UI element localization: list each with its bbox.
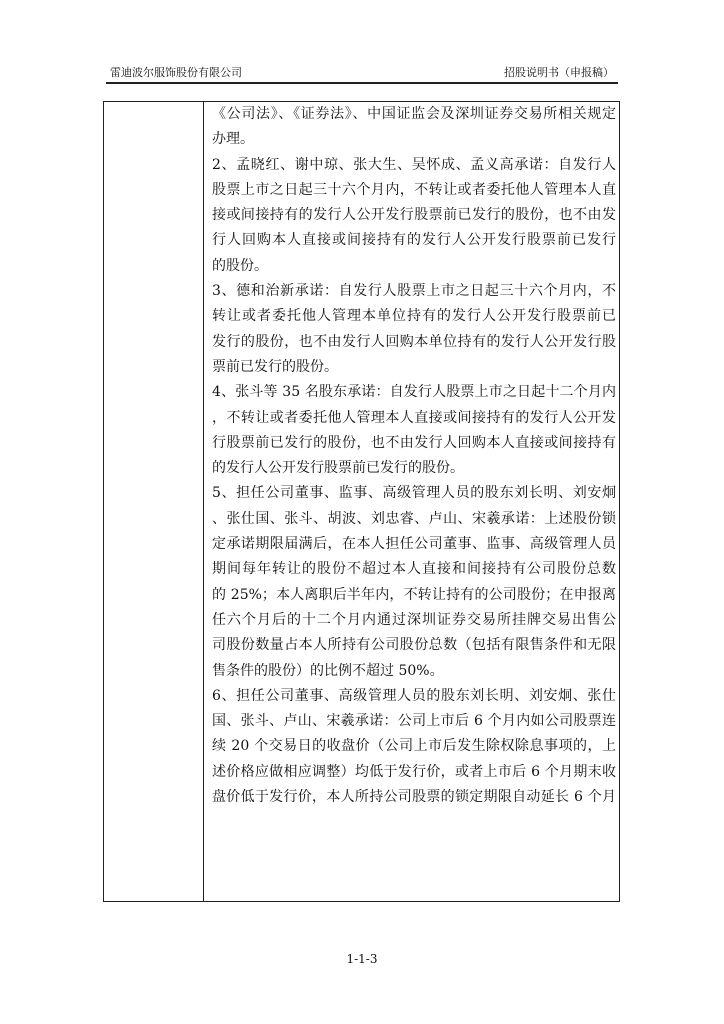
text-line: ，不转让或者委托他人管理本人直接或间接持有的发行人公开发 bbox=[212, 409, 616, 426]
text-line: 3、德和治新承诺：自发行人股票上市之日起三十六个月内，不 bbox=[212, 283, 616, 300]
text-line: 2、孟晓红、谢中琼、张大生、吴怀成、孟义高承诺：自发行人 bbox=[212, 156, 616, 173]
text-line: 发行的股份，也不由发行人回购本单位持有的发行人公开发行股 bbox=[212, 333, 616, 350]
text-line: 股票上市之日起三十六个月内，不转让或者委托他人管理本人直 bbox=[212, 181, 616, 198]
text-line: 行股票前已发行的股份，也不由发行人回购本人直接或间接持有 bbox=[212, 434, 616, 451]
header-rule bbox=[106, 82, 618, 84]
text-line: 票前已发行的股份。 bbox=[212, 358, 338, 375]
text-line: 《公司法》、《证券法》、中国证监会及深圳证券交易所相关规定 bbox=[212, 106, 616, 122]
text-line: 续 20 个交易日的收盘价（公司上市后发生除权除息事项的，上 bbox=[212, 738, 616, 755]
text-line: 司股份数量占本人所持有公司股份总数（包括有限售条件和无限 bbox=[212, 637, 616, 654]
table-content-cell bbox=[212, 102, 616, 810]
text-line: 国、张斗、卢山、宋羲承诺：公司上市后 6 个月内如公司股票连 bbox=[212, 713, 616, 730]
text-line: 5、担任公司董事、监事、高级管理人员的股东刘长明、刘安炯 bbox=[212, 485, 616, 502]
text-line: 任六个月后的十二个月内通过深圳证券交易所挂牌交易出售公 bbox=[212, 611, 616, 628]
document-title: 招股说明书（申报稿） bbox=[504, 66, 614, 79]
column-divider bbox=[203, 102, 204, 901]
text-line: 办理。 bbox=[212, 131, 254, 148]
text-line: 、张仕国、张斗、胡波、刘忠睿、卢山、宋羲承诺：上述股份锁 bbox=[212, 510, 616, 527]
text-line: 转让或者委托他人管理本单位持有的发行人公开发行股票前已 bbox=[212, 308, 616, 325]
page-header bbox=[106, 65, 618, 81]
text-line: 的股份。 bbox=[212, 257, 268, 274]
text-line: 述价格应做相应调整）均低于发行价，或者上市后 6 个月期末收 bbox=[212, 763, 616, 780]
text-line: 盘价低于发行价，本人所持公司股票的锁定期限自动延长 6 个月 bbox=[212, 789, 616, 806]
text-line: 期间每年转让的股份不超过本人直接和间接持有公司股份总数 bbox=[212, 561, 616, 578]
text-line: 定承诺期限届满后，在本人担任公司董事、监事、高级管理人员 bbox=[212, 536, 616, 553]
text-line: 的 25%；本人离职后半年内，不转让持有的公司股份；在申报离 bbox=[212, 586, 616, 603]
text-line: 6、担任公司董事、高级管理人员的股东刘长明、刘安炯、张仕 bbox=[212, 687, 616, 704]
page-number: 1-1-3 bbox=[346, 952, 378, 966]
text-line: 的发行人公开发行股票前已发行的股份。 bbox=[212, 460, 464, 477]
company-name: 雷迪波尔服饰股份有限公司 bbox=[110, 66, 242, 79]
text-line: 4、张斗等 35 名股东承诺：自发行人股票上市之日起十二个月内 bbox=[212, 384, 616, 401]
content-table bbox=[103, 101, 620, 902]
text-line: 售条件的股份）的比例不超过 50%。 bbox=[212, 662, 444, 679]
text-line: 行人回购本人直接或间接持有的发行人公开发行股票前已发行 bbox=[212, 232, 616, 249]
text-line: 接或间接持有的发行人公开发行股票前已发行的股份，也不由发 bbox=[212, 207, 616, 224]
